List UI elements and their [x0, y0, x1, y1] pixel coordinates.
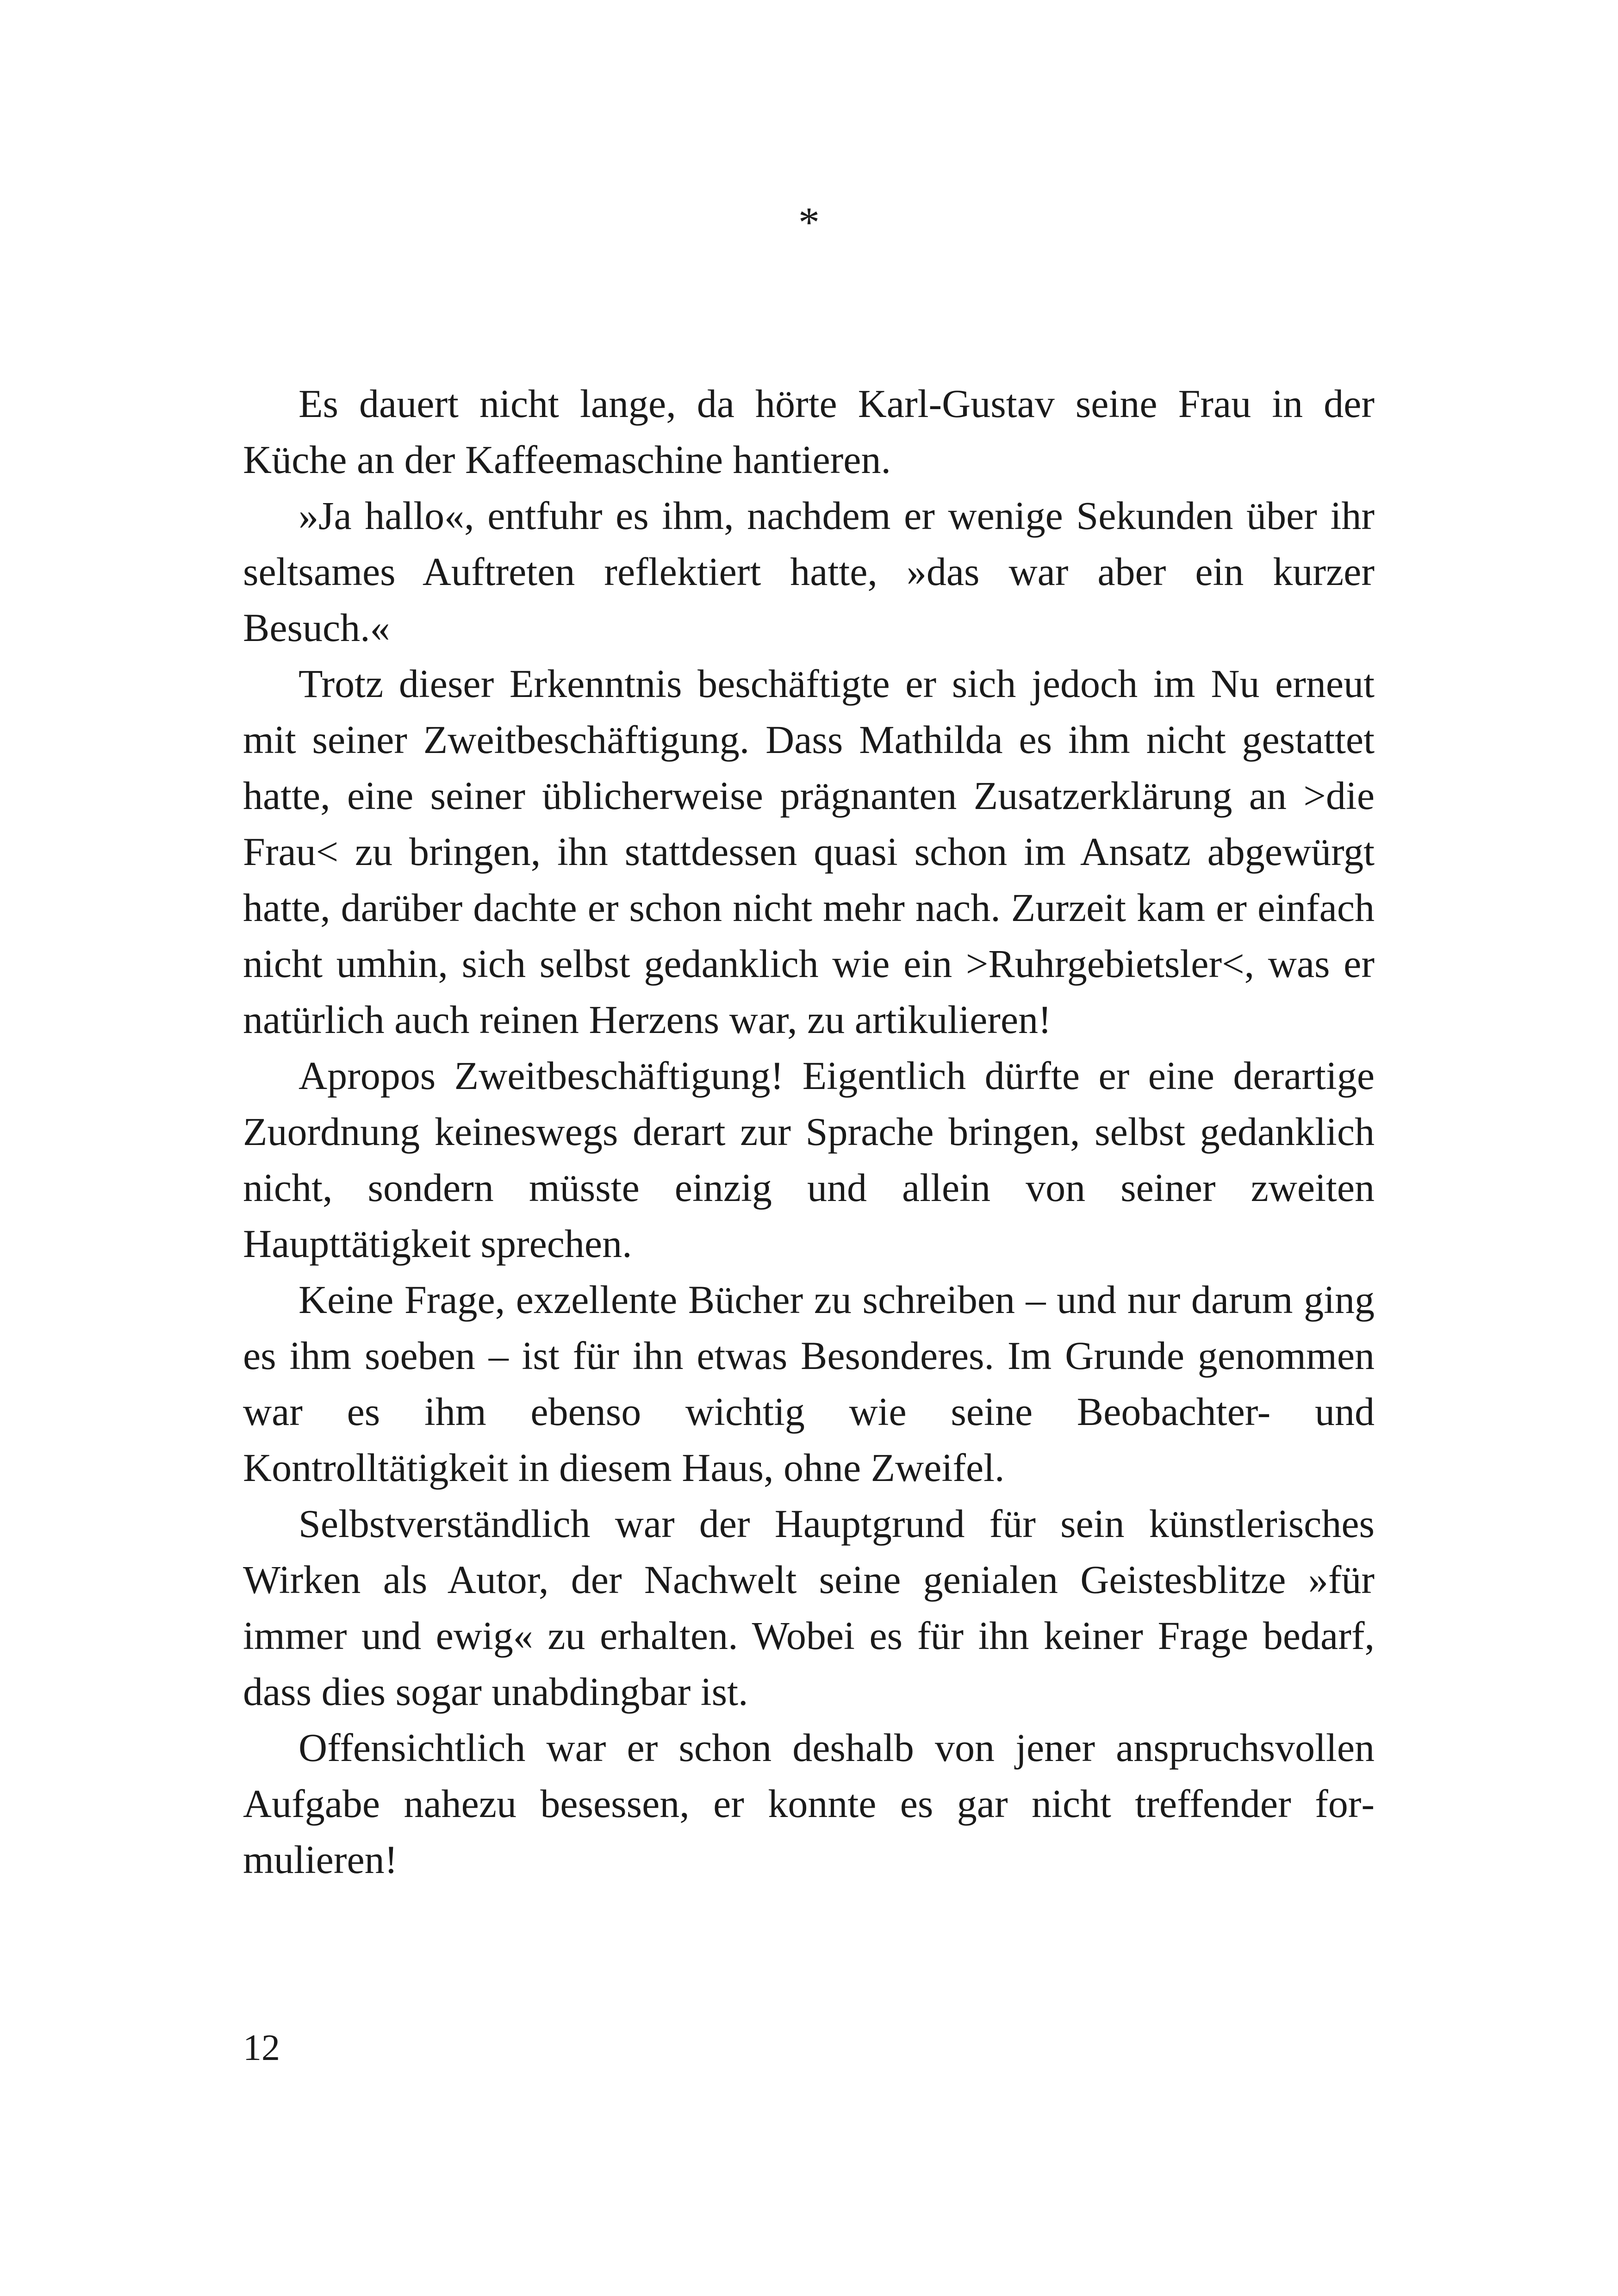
paragraph: Selbstverständlich war der Hauptgrund für sein künstlerisches Wirken als Autor, der Nachwelt seine genialen Geistesblitze »für immer und ewig« zu erhalten. Wobei es für ihn keiner Frage bedarf, dass dies sogar unabdingbar ist. — [243, 1501, 1375, 1714]
paragraph: Apropos Zweitbeschäftigung! Eigentlich dürfte er eine derartige Zuordnung keineswegs derart zur Sprache bringen, selbst gedanklich nicht, sondern müsste einzig und allein von seiner zweiten Haupttätigkeit sprechen. — [243, 1053, 1375, 1266]
page-number: 12 — [243, 2028, 280, 2068]
paragraph: Keine Frage, exzellente Bücher zu schreiben – und nur darum ging es ihm soeben – ist für ihn etwas Besonderes. Im Grunde genommen war es ihm ebenso wichtig wie seine Beobachter- und Kontrolltätigkeit in diesem Haus, ohne Zweifel. — [243, 1277, 1375, 1490]
section-separator: * — [798, 199, 820, 246]
body-text — [243, 376, 1375, 1888]
paragraph: Trotz dieser Erkenntnis beschäftigte er sich jedoch im Nu erneut mit seiner Zweitbeschäftigung. Dass Mathilda es ihm nicht gestattet hatte, eine seiner üblicherweise prägnanten Zusatzerklärung an >die Frau< zu bringen, ihn stattdessen quasi schon im Ansatz abgewürgt hatte, darüber dachte er schon nicht mehr nach. Zurzeit kam er einfach nicht umhin, sich selbst gedanklich wie ein >Ruhrgebietsler<, was er natürlich auch reinen Herzens war, zu artikulieren! — [243, 661, 1375, 1042]
paragraph: »Ja hallo«, entfuhr es ihm, nachdem er wenige Sekunden über ihr seltsames Auftreten reflektiert hatte, »das war aber ein kurzer Besuch.« — [243, 493, 1375, 650]
paragraph: Offensichtlich war er schon deshalb von jener anspruchsvollen Aufgabe nahezu besessen, er konnte es gar nicht treffender formulieren! — [243, 1725, 1375, 1882]
paragraph: Es dauert nicht lange, da hörte Karl-Gustav seine Frau in der Küche an der Kaffeemaschine hantieren. — [243, 381, 1375, 482]
